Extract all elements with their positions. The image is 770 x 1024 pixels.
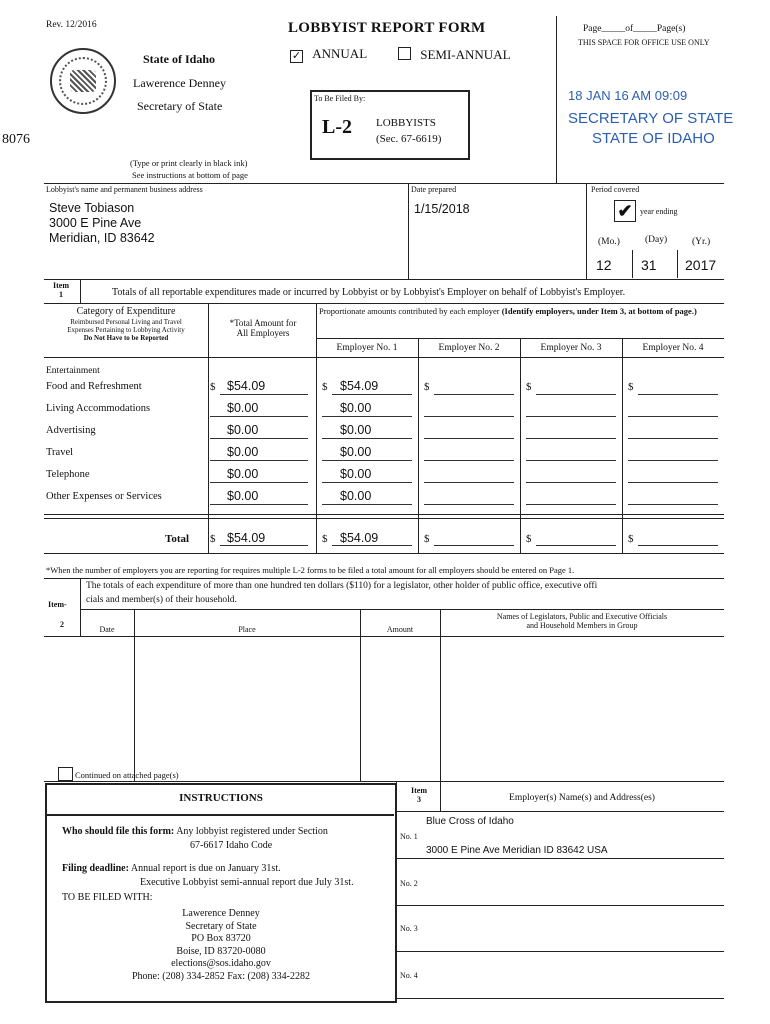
amount-underline (526, 446, 616, 461)
day-label: (Day) (645, 235, 668, 245)
who-should-file-code: 67-6617 Idaho Code (190, 840, 273, 851)
expense-row-employer1[interactable]: $54.09 (340, 379, 379, 393)
total-emp2-dollar: $ (424, 533, 430, 545)
instructions-title: INSTRUCTIONS (179, 792, 263, 804)
employers-footnote: *When the number of employers you are reporting for requires multiple L-2 forms to be filed a total amount for all employers should be entered on Page 1. (46, 565, 575, 575)
year-ending-label: year ending (640, 207, 678, 216)
amount-underline (424, 424, 514, 439)
amount-underline (210, 490, 308, 505)
period-covered-label: Period covered (591, 185, 640, 194)
total-all-dollar: $ (210, 533, 216, 545)
expense-row-employer1[interactable]: $0.00 (340, 423, 372, 437)
expense-row-label: Travel (46, 447, 74, 458)
addr-title: Secretary of State (185, 920, 257, 932)
expense-row-total[interactable]: $0.00 (227, 467, 259, 481)
side-number: 8076 (2, 132, 30, 147)
form-type: LOBBYISTS (376, 117, 436, 129)
expense-row-total[interactable]: $0.00 (227, 445, 259, 459)
item3-heading: Employer(s) Name(s) and Address(es) (509, 793, 655, 803)
total-emp3-dollar: $ (526, 533, 532, 545)
lobbyist-address-label: Lobbyist's name and permanent business address (46, 185, 203, 194)
employer4-header: Employer No. 4 (642, 343, 704, 353)
filed-by-box (310, 90, 470, 160)
total-amount-header: *Total Amount for All Employers (229, 318, 297, 338)
total-all-employers[interactable]: $54.09 (227, 531, 266, 545)
year-label: (Yr.) (692, 237, 711, 247)
amount-underline (434, 380, 514, 395)
total-employer1[interactable]: $54.09 (340, 531, 379, 545)
employer2-header: Employer No. 2 (438, 343, 500, 353)
item1-heading: Totals of all reportable expenditures made or incurred by Lobbyist or by Lobbyist's Employer on behalf of Lobbyist's Employer. (112, 287, 626, 298)
period-day[interactable]: 31 (641, 257, 657, 273)
employer1-address[interactable]: 3000 E Pine Ave Meridian ID 83642 USA (426, 845, 608, 856)
expense-row-total[interactable]: $54.09 (227, 379, 266, 393)
amount-underline (638, 380, 718, 395)
semi-annual-option[interactable] (398, 46, 511, 63)
addr-city: Boise, ID 83720-0080 (176, 945, 266, 957)
filed-with-label: TO BE FILED WITH: (62, 892, 153, 903)
annual-label: ANNUAL (312, 46, 368, 61)
expense-row-label: Living Accommodations (46, 403, 151, 414)
stamp-date-time: 18 JAN 16 AM 09:09 (568, 88, 688, 103)
col-place-header: Place (238, 625, 256, 634)
official-name: Lawerence Denney (133, 76, 226, 90)
date-prepared-value[interactable]: 1/15/2018 (414, 202, 470, 216)
semi-annual-checkbox-icon[interactable] (398, 47, 411, 60)
type-note: (Type or print clearly in black ink) (130, 158, 248, 168)
expense-row-total[interactable]: $0.00 (227, 489, 259, 503)
filing-deadline-executive: Executive Lobbyist semi-annual report due July 31st. (140, 877, 354, 888)
year-ending-checkbox-icon[interactable]: ✔ (614, 200, 636, 222)
emp3-dollar-sign: $ (526, 381, 532, 393)
amount-underline (424, 402, 514, 417)
total-emp4-dollar: $ (628, 533, 634, 545)
item2-text-line2: cials and member(s) of their household. (86, 595, 237, 605)
month-label: (Mo.) (598, 237, 620, 247)
emp2-dollar-sign: $ (424, 381, 430, 393)
col-date-header: Date (99, 625, 115, 634)
emp1-dollar-sign: $ (322, 381, 328, 393)
office-use-label: THIS SPACE FOR OFFICE USE ONLY (578, 38, 710, 47)
expense-row-label: Other Expenses or Services (46, 491, 162, 502)
amount-underline (628, 468, 718, 483)
form-code: L-2 (322, 116, 352, 138)
emp4-dollar-sign: $ (628, 381, 634, 393)
expense-row-total[interactable]: $0.00 (227, 401, 259, 415)
entertainment-label: Entertainment (46, 366, 100, 376)
total-dollar-sign: $ (210, 381, 216, 393)
amount-underline (424, 468, 514, 483)
item2-text-line1: The totals of each expenditure of more than one hundred ten dollars ($110) for a legislator, other holder of public office, executive offi (86, 581, 598, 591)
lobbyist-name[interactable]: Steve Tobiason (49, 201, 135, 215)
addr-email: elections@sos.idaho.gov (171, 958, 271, 969)
expense-row-label: Food and Refreshment (46, 381, 142, 392)
amount-underline (210, 424, 308, 439)
filed-by-label: To Be Filed By: (314, 94, 366, 103)
filed-with-address (45, 908, 397, 983)
employer-no3-label: No. 3 (400, 924, 418, 933)
employer1-name[interactable]: Blue Cross of Idaho (426, 816, 514, 827)
expense-row-label: Telephone (46, 469, 90, 480)
col-amount-header: Amount (386, 625, 414, 634)
col-names-header: Names of Legislators, Public and Executive Officials and Household Members in Group (496, 612, 668, 630)
page-count-label: Page_____of_____Page(s) (583, 24, 686, 34)
amount-underline (424, 446, 514, 461)
employer1-header: Employer No. 1 (336, 343, 398, 353)
expense-row-employer1[interactable]: $0.00 (340, 445, 372, 459)
amount-underline (536, 380, 616, 395)
revision-label: Rev. 12/2016 (46, 20, 97, 30)
amount-underline (628, 446, 718, 461)
employer-no2-label: No. 2 (400, 879, 418, 888)
amount-underline (526, 424, 616, 439)
addr-phone: Phone: (208) 334-2852 Fax: (208) 334-2282 (131, 970, 311, 982)
form-section: (Sec. 67-6619) (376, 133, 442, 145)
employer3-header: Employer No. 3 (540, 343, 602, 353)
annual-checkbox-icon[interactable]: ✓ (291, 50, 302, 62)
total-emp1-dollar: $ (322, 533, 328, 545)
item3-label: Item 3 (411, 786, 427, 804)
lobbyist-address-line2[interactable]: Meridian, ID 83642 (49, 231, 155, 245)
stamp-line2: STATE OF IDAHO (592, 130, 715, 147)
addr-pobox: PO Box 83720 (191, 933, 251, 944)
idaho-seal-icon (50, 48, 116, 114)
instructions-note: See instructions at bottom of page (132, 170, 248, 180)
official-title: Secretary of State (137, 99, 223, 113)
state-name: State of Idaho (143, 52, 216, 66)
filing-deadline: Filing deadline: Annual report is due on January 31st. (62, 863, 281, 874)
period-month[interactable]: 12 (596, 257, 612, 273)
addr-name: Lawerence Denney (182, 908, 260, 919)
date-prepared-label: Date prepared (411, 185, 457, 194)
proportionate-header: Proportionate amounts contributed by each employer (Identify employers, under Item 3, at bottom of page.) (319, 306, 697, 316)
expense-row-employer1[interactable]: $0.00 (340, 489, 372, 503)
semi-annual-label: SEMI-ANNUAL (420, 47, 511, 62)
amount-underline (628, 490, 718, 505)
annual-option[interactable] (290, 46, 367, 62)
expense-row-total[interactable]: $0.00 (227, 423, 259, 437)
amount-underline (210, 468, 308, 483)
continued-checkbox[interactable] (58, 767, 73, 781)
item2-number: 2 (60, 620, 64, 629)
amount-underline (526, 468, 616, 483)
amount-underline (628, 402, 718, 417)
expense-row-employer1[interactable]: $0.00 (340, 467, 372, 481)
category-header: Category of Expenditure Reimbursed Personal Living and Travel Expenses Pertaining to Lobbying Activity Do Not Have to be Reported (67, 306, 185, 342)
stamp-line1: SECRETARY OF STATE (568, 110, 734, 127)
amount-underline (628, 424, 718, 439)
form-title: LOBBYIST REPORT FORM (288, 20, 486, 36)
expense-row-label: Advertising (46, 425, 96, 436)
item2-label: Item- (48, 600, 67, 609)
amount-underline (210, 446, 308, 461)
total-label: Total (165, 533, 190, 545)
employer-no4-label: No. 4 (400, 971, 418, 980)
amount-underline (210, 402, 308, 417)
period-year[interactable]: 2017 (685, 257, 717, 273)
who-should-file: Who should file this form: Any lobbyist registered under Section (62, 826, 328, 837)
expense-row-employer1[interactable]: $0.00 (340, 401, 372, 415)
amount-underline (424, 490, 514, 505)
employer-no1-label: No. 1 (400, 832, 418, 841)
continued-label: Continued on attached page(s) (75, 770, 179, 780)
item1-label: Item 1 (53, 281, 69, 299)
amount-underline (526, 490, 616, 505)
lobbyist-address-line1[interactable]: 3000 E Pine Ave (49, 216, 142, 230)
amount-underline (526, 402, 616, 417)
